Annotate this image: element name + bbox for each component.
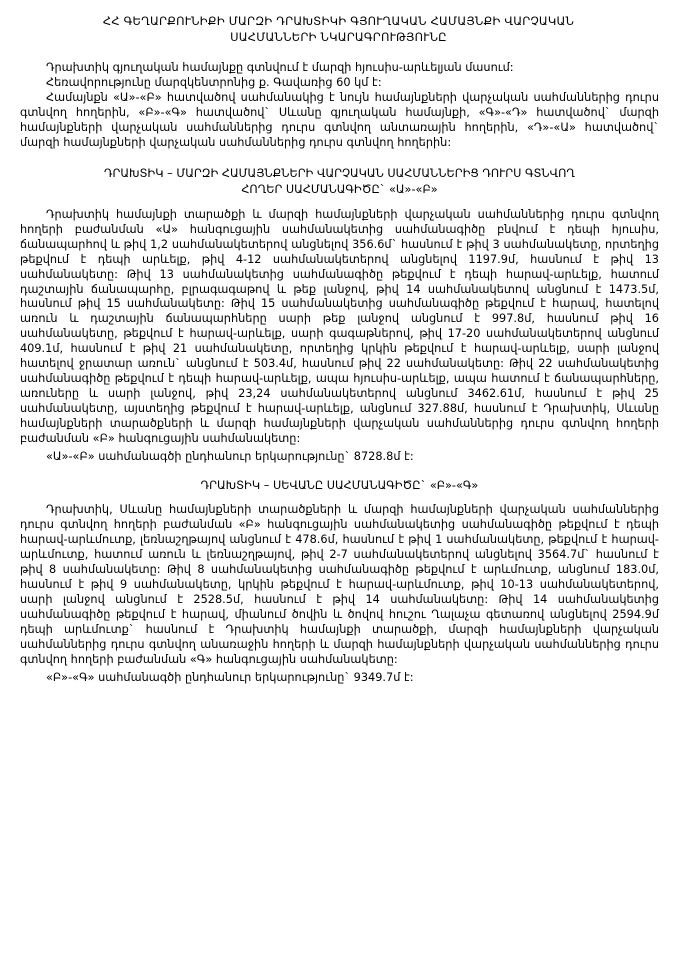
section-b-heading: ԴՐԱԽՏԻԿ – ՍԵՎԱՆԸ ՍԱՀՄԱՆԱԳԻԾԸ` «Բ»-«Գ» <box>200 479 479 493</box>
section-b-summary: «Բ»-«Գ» սահմանագծի ընդհանուր երկարությունը` 9349.7մ է: <box>46 671 414 685</box>
intro-paragraph-3: Համայնքն «Ա»-«Բ» հատվածով սահմանակից է նույն համայնքների վարչական սահմաններից դուրս գտնվող հողերին, «Բ»-«Գ» հատվածով` Սևանը գյուղական համայնքի, «Գ»-«Դ» հատվածով` մարզի համայնքների վարչական սահմաններից դուրս գտնվող անտառային հողերին, «Դ»-«Ա» հատվածով` մարզի համայնքների վարչական սահմաններից դուրս գտնվող հողերին: <box>20 90 659 149</box>
document-page <box>0 14 677 970</box>
intro-paragraph-2: Հեռավորությունը մարզկենտրոնից ք. Գավառից 60 կմ է: <box>46 75 382 89</box>
section-a-heading-line-1: ԴՐԱԽՏԻԿ – ՄԱՐԶԻ ՀԱՄԱՅՆՔՆԵՐԻ ՎԱՐՉԱԿԱՆ ՍԱՀՄԱՆՆԵՐԻՑ ԴՈՒՐՍ ԳՏՆՎՈՂ <box>104 167 575 181</box>
document-title-line-2: ՍԱՀՄԱՆՆԵՐԻ ՆԿԱՐԱԳՐՈՒԹՅՈՒՆԸ <box>230 29 447 44</box>
document-title-line-1: ՀՀ ԳԵՂԱՐՔՈՒՆԻՔԻ ՄԱՐԶԻ ԴՐԱԽՏԻԿԻ ԳՅՈՒՂԱԿԱՆ ՀԱՄԱՅՆՔԻ ՎԱՐՉԱԿԱՆ <box>102 14 575 28</box>
section-a-summary: «Ա»-«Բ» սահմանագծի ընդհանուր երկարությունը` 8728.8մ է: <box>46 450 414 464</box>
section-a-heading <box>20 166 659 197</box>
document-body <box>20 61 659 684</box>
section-a-body: Դրախտիկ համայնքի տարածքի և մարզի համայնքների վարչական սահմաններից դուրս գտնվող հողերի բաժանման «Ա» հանգուցային սահմանակետից սահմանագիծը բնվում է դեպի հյուսիս, ճանապարհով և թիվ 1,2 սահմանակետերով անցնելով 356.6մ` հասնում է թիվ 3 սահմանակետը, որտեղից թեքվում է դեպի արևելք, թիվ 4-12 սահմանակետերով անցնելով 1197.9մ, հասնում է թիվ 13 սահմանակետը: Թիվ 13 սահմանակետից սահմանագիծը թեքվում է դեպի հարավ-արևելք, հատում դաշտային ճանապարհը, բլրագագաթով և թեք լանջով, թիվ 14 սահմանակետով անցնում է 1473.5մ, հասնում թիվ 15 սահմանակետը: Թիվ 15 սահմանակետից սահմանագիծը թեքվում է հարավ, հատելով առուն և դաշտային ճանապարհները սարի թեք լանջով անցնում է 997.8մ, հասնում թիվ 16 սահմանակետը, թեքվում է հարավ-արևելք, սարի գագաթներով, թիվ 17-20 սահմանակետերով անցնում 409.1մ, հասնում է թիվ 21 սահմանակետը, որտեղից կրկին թեքվում է հարավ-արևելք, սարի լանջով հատելով ջրատար առուն` անցնում է 503.4մ, հասնում թիվ 22 սահմանակետը: Թիվ 22 սահմանակետից սահմանագիծը թեքվում է դեպի հարավ-արևելք, ապա հյուսիս-արևելք, ապա հատում է ճանապարհները, առուները և սարի լանջով, թիվ 23,24 սահմանակետերով անցնում 3462.61մ, հասնում է թիվ 25 սահմանակետը, այստեղից թեքվում է հարավ-արևելք, անցնում 327.88մ, հասնում է Դրախտիկ, Սևանը համայնքների տարածքների և մարզի համայնքների վարչական սահմաններից դուրս գտնվող հողերի բաժանման «Բ» հանգուցային սահմանակետը: <box>20 207 659 445</box>
section-a-heading-line-2: ՀՈՂԵՐ ՍԱՀՄԱՆԱԳԻԾԸ` «Ա»-«Բ» <box>241 182 438 196</box>
intro-paragraph-1: Դրախտիկ գյուղական համայնքը գտնվում է մարզի հյուսիս-արևելյան մասում: <box>46 61 514 75</box>
section-b-body: Դրախտիկ, Սևանը համայնքների տարածքների և մարզի համայնքների վարչական սահմաններից դուրս գտնվող հողերի բաժանման «Բ» հանգուցային սահմանակետից սահմանագիծը թեքվում է դեպի հարավ-արևմուտք, լեռնաշղթայով անցնում է 478.6մ, հասնում է թիվ 1 սահմանակետը, թեքվում է հարավ-արևմուտք, հատում առուն և լեռնաշղթայով, թիվ 2-7 սահմանակետերով անցնելով 3564.7մ` հասնում է թիվ 8 սահմանակետը: Թիվ 8 սահմանակետից սահմանագիծը թեքվում է արևմուտք, անցնում 183.0մ, հասնում է թիվ 9 սահմանակետը, կրկին թեքվում է հարավ-արևմուտք, թիվ 10-13 սահմանակետերով, սարի լանջով անցնում է 2528.5մ, հասնում է թիվ 14 սահմանակետը: Թիվ 14 սահմանակետից սահմանագիծը թեքվում է հարավ, միանում ծովին և ծովով հուշու Ղալաչա գետառով անցնելով 2594.9մ դեպի արևմուտք` հասնում է Դրախտիկ համայնքի տարածքի, մարզի համայնքների վարչական սահմաններից դուրս գտնվող անառաջին հողերի և մարզի համայնքների վարչական սահմաններից դուրս գտնվող հողերի բաժանման «Գ» հանգուցային սահմանակետը: <box>20 503 659 666</box>
document-title <box>22 14 655 45</box>
